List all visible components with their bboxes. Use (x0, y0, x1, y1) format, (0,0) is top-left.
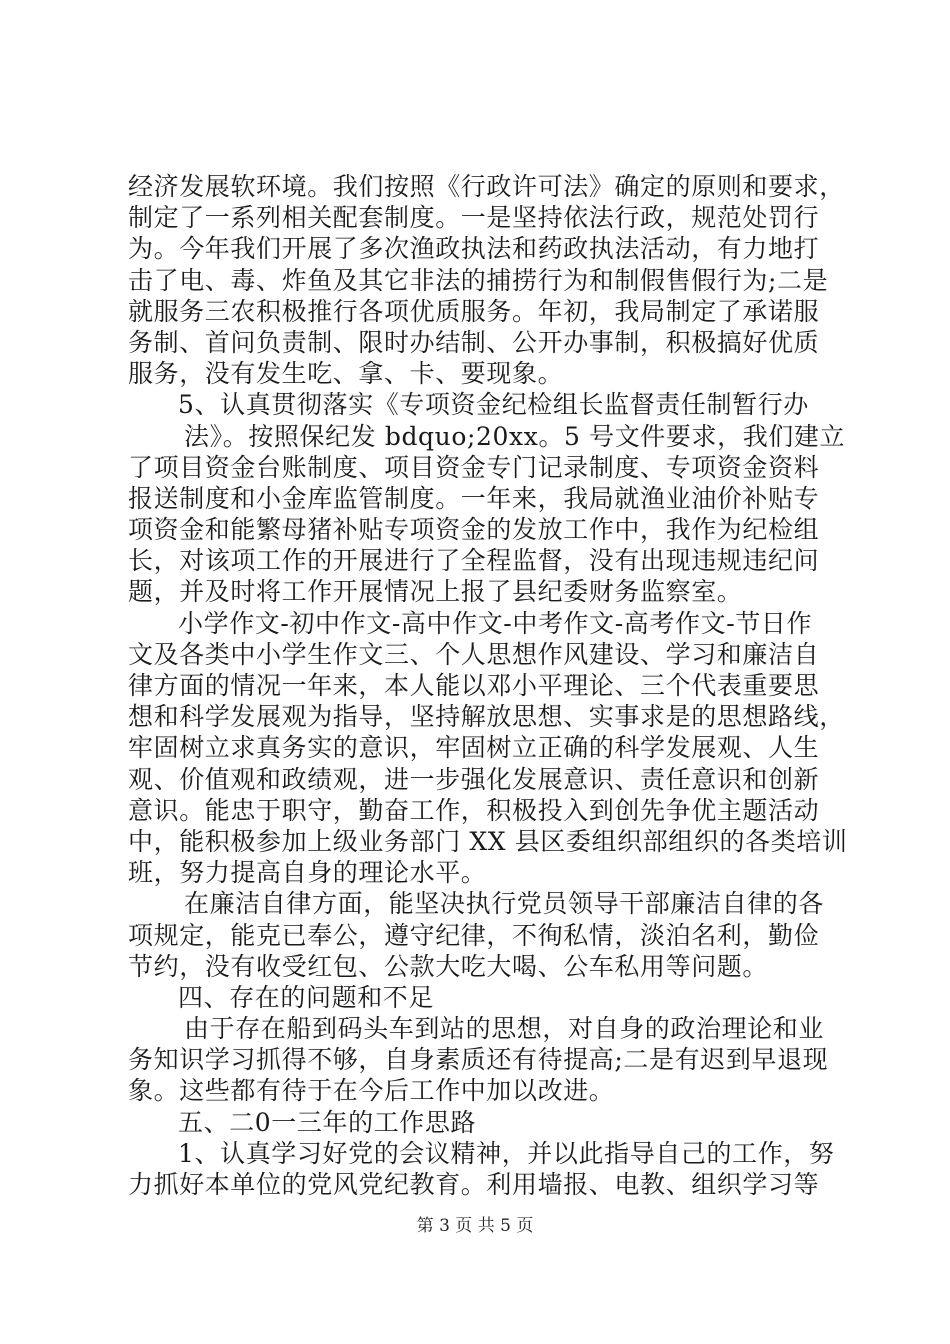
text-line: 班，努力提高自身的理论水平。 (128, 858, 487, 888)
text-line: 项规定，能克已奉公，遵守纪律，不徇私情，淡泊名利，勤俭 (128, 920, 820, 950)
text-line: 想和科学发展观为指导，坚持解放思想、实事求是的思想路线， (128, 702, 845, 732)
text-line: 律方面的情况一年来，本人能以邓小平理论、三个代表重要思 (128, 671, 820, 700)
text-line: 经济发展软环境。我们按照《行政许可法》确定的原则和要求， (128, 172, 845, 201)
text-line: 了项目资金台账制度、项目资金专门记录制度、专项资金资料 (128, 452, 820, 482)
text-line: 报送制度和小金库监管制度。一年来，我局就渔业油价补贴专 (128, 483, 820, 513)
text-line: 题，并及时将工作开展情况上报了县纪委财务监察室。 (128, 577, 743, 607)
text-line: 务制、首问负责制、限时办结制、公开办事制，积极搞好优质 (128, 327, 820, 357)
text-line: 就服务三农积极推行各项优质服务。年初，我局制定了承诺服 (128, 296, 820, 326)
page-footer (0, 1211, 950, 1236)
text-line: 由于存在船到码头车到站的思想，对自身的政治理论和业 (184, 1014, 825, 1044)
text-line: 1、认真学习好党的会议精神，并以此指导自己的工作，努 (178, 1138, 835, 1168)
text-line: 务知识学习抓得不够，自身素质还有待提高;二是有迟到早退现 (128, 1045, 829, 1075)
text-line: 牢固树立求真务实的意识，牢固树立正确的科学发展观、人生 (128, 733, 820, 763)
text-line: 小学作文-初中作文-高中作文-中考作文-高考作文-节日作 (178, 608, 813, 638)
text-line: 服务，没有发生吃、拿、卡、要现象。 (128, 359, 564, 389)
text-line: 观、价值观和政绩观，进一步强化发展意识、责任意识和创新 (128, 764, 820, 794)
text-line: 5、认真贯彻落实《专项资金纪检组长监督责任制暂行办 (178, 390, 809, 420)
text-line: 法》。按照保纪发 bdquo;20xx。5 号文件要求，我们建立 (184, 421, 846, 451)
text-line: 为。今年我们开展了多次渔政执法和药政执法活动，有力地打 (128, 234, 820, 264)
text-line: 制定了一系列相关配套制度。一是坚持依法行政，规范处罚行 (128, 203, 820, 233)
page-number-label: 第 3 页 共 5 页 (416, 1216, 534, 1236)
text-line: 力抓好本单位的党风党纪教育。利用墙报、电教、组织学习等 (128, 1170, 820, 1199)
text-line: 文及各类中小学生作文三、个人思想作风建设、学习和廉洁自 (128, 639, 820, 669)
text-line: 击了电、毒、炸鱼及其它非法的捕捞行为和制假售假行为;二是 (128, 265, 829, 295)
text-line: 在廉洁自律方面，能坚决执行党员领导干部廉洁自律的各 (184, 889, 825, 919)
text-line: 节约，没有收受红包、公款大吃大喝、公车私用等问题。 (128, 951, 769, 981)
section-heading: 四、存在的问题和不足 (178, 982, 435, 1012)
section-heading: 五、二0一三年的工作思路 (178, 1107, 477, 1137)
text-line: 长，对该项工作的开展进行了全程监督，没有出现违规违纪问 (128, 546, 820, 576)
text-line: 意识。能忠于职守，勤奋工作，积极投入到创先争优主题活动 (128, 795, 820, 825)
text-line: 中，能积极参加上级业务部门 XX 县区委组织部组织的各类培训 (128, 826, 848, 856)
text-line: 象。这些都有待于在今后工作中加以改进。 (128, 1076, 615, 1106)
document-body (128, 171, 848, 1200)
text-line: 项资金和能繁母猪补贴专项资金的发放工作中，我作为纪检组 (128, 515, 820, 545)
